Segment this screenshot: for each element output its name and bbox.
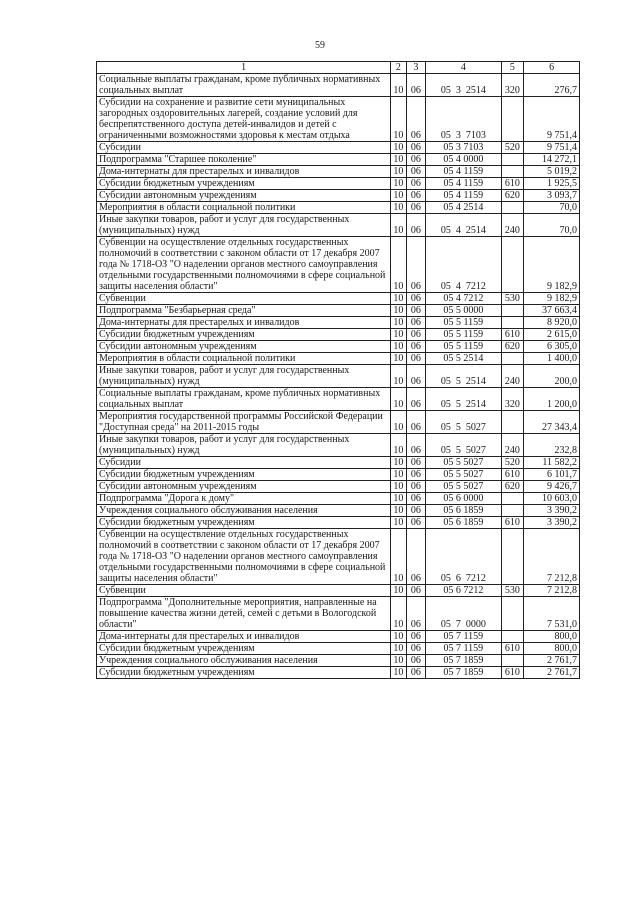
amount: 1 925,5: [524, 178, 580, 190]
row-description: Иные закупки товаров, работ и услуг для государственных (муниципальных) нужд: [97, 434, 391, 457]
table-row: [97, 74, 580, 97]
amount: 2 615,0: [524, 329, 580, 341]
target-article-code: 05 7 1859: [426, 655, 501, 667]
expense-type-code: [501, 631, 524, 643]
header-row: [97, 62, 580, 74]
subsection-code: 06: [406, 481, 426, 493]
row-description: Дома-интернаты для престарелых и инвалидов: [97, 317, 391, 329]
subsection-code: 06: [406, 597, 426, 631]
subsection-code: 06: [406, 353, 426, 365]
target-article-code: 05 6 0000: [426, 493, 501, 505]
table-row: [97, 457, 580, 469]
target-article-code: 05 5 5027: [426, 457, 501, 469]
amount: 9 751,4: [524, 97, 580, 142]
subsection-code: 06: [406, 74, 426, 97]
target-article-code: 05 4 2514: [426, 214, 501, 237]
expense-type-code: [501, 353, 524, 365]
section-code: 10: [391, 655, 406, 667]
table-row: [97, 597, 580, 631]
expense-type-code: [501, 505, 524, 517]
column-header: 5: [501, 62, 524, 74]
row-description: Субвенции: [97, 293, 391, 305]
row-description: Субсидии на сохранение и развитие сети муниципальных загородных оздоровительных лагерей, создание условий для беспрепятственного доступа детей-инвалидов и детей с ограниченными возможностями здоровья к местам отдыха: [97, 97, 391, 142]
row-description: Социальные выплаты гражданам, кроме публичных нормативных социальных выплат: [97, 74, 391, 97]
row-description: Иные закупки товаров, работ и услуг для государственных (муниципальных) нужд: [97, 214, 391, 237]
amount: 6 305,0: [524, 341, 580, 353]
subsection-code: 06: [406, 434, 426, 457]
section-code: 10: [391, 74, 406, 97]
section-code: 10: [391, 365, 406, 388]
subsection-code: 06: [406, 517, 426, 529]
subsection-code: 06: [406, 469, 426, 481]
table-row: [97, 178, 580, 190]
subsection-code: 06: [406, 142, 426, 154]
section-code: 10: [391, 97, 406, 142]
subsection-code: 06: [406, 202, 426, 214]
page-number: 59: [315, 40, 325, 51]
amount: 276,7: [524, 74, 580, 97]
subsection-code: 06: [406, 154, 426, 166]
row-description: Подпрограмма "Безбарьерная среда": [97, 305, 391, 317]
row-description: Субсидии бюджетным учреждениям: [97, 517, 391, 529]
subsection-code: 06: [406, 493, 426, 505]
subsection-code: 06: [406, 631, 426, 643]
column-header: 3: [406, 62, 426, 74]
target-article-code: 05 5 1159: [426, 317, 501, 329]
expense-type-code: 530: [501, 293, 524, 305]
table-row: [97, 481, 580, 493]
expense-type-code: 610: [501, 469, 524, 481]
expense-type-code: 530: [501, 585, 524, 597]
table-row: [97, 411, 580, 434]
expense-type-code: 620: [501, 341, 524, 353]
subsection-code: 06: [406, 178, 426, 190]
subsection-code: 06: [406, 365, 426, 388]
expense-type-code: 240: [501, 434, 524, 457]
table-row: [97, 329, 580, 341]
expense-type-code: 320: [501, 74, 524, 97]
subsection-code: 06: [406, 505, 426, 517]
expense-type-code: 620: [501, 481, 524, 493]
row-description: Подпрограмма "Дорога к дому": [97, 493, 391, 505]
subsection-code: 06: [406, 388, 426, 411]
amount: 8 920,0: [524, 317, 580, 329]
table-row: [97, 365, 580, 388]
expense-type-code: 610: [501, 643, 524, 655]
section-code: 10: [391, 643, 406, 655]
amount: 9 751,4: [524, 142, 580, 154]
table-row: [97, 341, 580, 353]
section-code: 10: [391, 411, 406, 434]
section-code: 10: [391, 317, 406, 329]
table-row: [97, 505, 580, 517]
expense-type-code: [501, 317, 524, 329]
amount: 5 019,2: [524, 166, 580, 178]
expense-type-code: [501, 202, 524, 214]
row-description: Субсидии: [97, 142, 391, 154]
section-code: 10: [391, 469, 406, 481]
table-row: [97, 214, 580, 237]
target-article-code: 05 4 1159: [426, 178, 501, 190]
subsection-code: 06: [406, 97, 426, 142]
table-row: [97, 353, 580, 365]
amount: 1 200,0: [524, 388, 580, 411]
expense-type-code: 610: [501, 329, 524, 341]
expense-type-code: [501, 597, 524, 631]
amount: 9 182,9: [524, 293, 580, 305]
expense-type-code: [501, 97, 524, 142]
table-row: [97, 166, 580, 178]
section-code: 10: [391, 481, 406, 493]
section-code: 10: [391, 202, 406, 214]
target-article-code: 05 6 1859: [426, 505, 501, 517]
amount: 14 272,1: [524, 154, 580, 166]
section-code: 10: [391, 667, 406, 679]
target-article-code: 05 5 5027: [426, 434, 501, 457]
subsection-code: 06: [406, 411, 426, 434]
row-description: Подпрограмма "Старшее поколение": [97, 154, 391, 166]
table-row: [97, 517, 580, 529]
row-description: Мероприятия государственной программы Российской Федерации "Доступная среда" на 2011-2015 годы: [97, 411, 391, 434]
expense-type-code: [501, 529, 524, 585]
row-description: Субвенции на осуществление отдельных государственных полномочий в соответствии с законом области от 17 декабря 2007 года № 1718-ОЗ "О наделении органов местного самоуправления отдельными государственными полномочиями в сфере социальной защиты населения области": [97, 529, 391, 585]
section-code: 10: [391, 529, 406, 585]
subsection-code: 06: [406, 214, 426, 237]
budget-table: [96, 61, 580, 679]
target-article-code: 05 5 2514: [426, 353, 501, 365]
target-article-code: 05 4 7212: [426, 237, 501, 293]
amount: 232,8: [524, 434, 580, 457]
row-description: Мероприятия в области социальной политики: [97, 353, 391, 365]
table-row: [97, 631, 580, 643]
expense-type-code: 610: [501, 517, 524, 529]
row-description: Дома-интернаты для престарелых и инвалидов: [97, 631, 391, 643]
section-code: 10: [391, 631, 406, 643]
amount: 7 212,8: [524, 585, 580, 597]
target-article-code: 05 5 0000: [426, 305, 501, 317]
section-code: 10: [391, 434, 406, 457]
expense-type-code: [501, 166, 524, 178]
section-code: 10: [391, 493, 406, 505]
table-row: [97, 317, 580, 329]
row-description: Иные закупки товаров, работ и услуг для государственных (муниципальных) нужд: [97, 365, 391, 388]
subsection-code: 06: [406, 293, 426, 305]
target-article-code: 05 6 7212: [426, 529, 501, 585]
section-code: 10: [391, 585, 406, 597]
amount: 9 182,9: [524, 237, 580, 293]
target-article-code: 05 4 1159: [426, 166, 501, 178]
row-description: Субсидии бюджетным учреждениям: [97, 469, 391, 481]
target-article-code: 05 7 1159: [426, 631, 501, 643]
section-code: 10: [391, 353, 406, 365]
row-description: Учреждения социального обслуживания населения: [97, 655, 391, 667]
section-code: 10: [391, 190, 406, 202]
subsection-code: 06: [406, 190, 426, 202]
amount: 3 093,7: [524, 190, 580, 202]
section-code: 10: [391, 142, 406, 154]
amount: 70,0: [524, 214, 580, 237]
section-code: 10: [391, 214, 406, 237]
column-header: 2: [391, 62, 406, 74]
row-description: Субсидии: [97, 457, 391, 469]
amount: 200,0: [524, 365, 580, 388]
section-code: 10: [391, 154, 406, 166]
row-description: Социальные выплаты гражданам, кроме публичных нормативных социальных выплат: [97, 388, 391, 411]
row-description: Субсидии бюджетным учреждениям: [97, 178, 391, 190]
row-description: Подпрограмма "Дополнительные мероприятия, направленные на повышение качества жизни детей, семей с детьми в Вологодской области": [97, 597, 391, 631]
row-description: Субвенции на осуществление отдельных государственных полномочий в соответствии с законом области от 17 декабря 2007 года № 1718-ОЗ "О наделении органов местного самоуправления отдельными государственными полномочиями в сфере социальной защиты населения области": [97, 237, 391, 293]
target-article-code: 05 5 2514: [426, 388, 501, 411]
section-code: 10: [391, 178, 406, 190]
amount: 27 343,4: [524, 411, 580, 434]
table-row: [97, 434, 580, 457]
section-code: 10: [391, 293, 406, 305]
target-article-code: 05 5 5027: [426, 481, 501, 493]
table-row: [97, 585, 580, 597]
subsection-code: 06: [406, 341, 426, 353]
expense-type-code: 240: [501, 214, 524, 237]
section-code: 10: [391, 329, 406, 341]
amount: 800,0: [524, 631, 580, 643]
table-row: [97, 154, 580, 166]
amount: 11 582,2: [524, 457, 580, 469]
subsection-code: 06: [406, 237, 426, 293]
table-row: [97, 655, 580, 667]
target-article-code: 05 5 5027: [426, 411, 501, 434]
target-article-code: 05 7 0000: [426, 597, 501, 631]
column-header: 1: [97, 62, 391, 74]
column-header: 4: [426, 62, 501, 74]
subsection-code: 06: [406, 585, 426, 597]
section-code: 10: [391, 517, 406, 529]
target-article-code: 05 4 2514: [426, 202, 501, 214]
expense-type-code: 520: [501, 142, 524, 154]
target-article-code: 05 3 2514: [426, 74, 501, 97]
amount: 70,0: [524, 202, 580, 214]
expense-type-code: 620: [501, 190, 524, 202]
amount: 9 426,7: [524, 481, 580, 493]
target-article-code: 05 5 2514: [426, 365, 501, 388]
amount: 2 761,7: [524, 667, 580, 679]
table-row: [97, 97, 580, 142]
table-row: [97, 237, 580, 293]
expense-type-code: [501, 411, 524, 434]
subsection-code: 06: [406, 667, 426, 679]
section-code: 10: [391, 305, 406, 317]
expense-type-code: [501, 493, 524, 505]
amount: 7 212,8: [524, 529, 580, 585]
amount: 2 761,7: [524, 655, 580, 667]
expense-type-code: [501, 154, 524, 166]
target-article-code: 05 5 1159: [426, 341, 501, 353]
amount: 3 390,2: [524, 517, 580, 529]
subsection-code: 06: [406, 329, 426, 341]
amount: 37 663,4: [524, 305, 580, 317]
table-row: [97, 142, 580, 154]
table-row: [97, 190, 580, 202]
section-code: 10: [391, 388, 406, 411]
subsection-code: 06: [406, 529, 426, 585]
row-description: Субсидии бюджетным учреждениям: [97, 329, 391, 341]
target-article-code: 05 4 7212: [426, 293, 501, 305]
column-header: 6: [524, 62, 580, 74]
table-row: [97, 529, 580, 585]
amount: 7 531,0: [524, 597, 580, 631]
amount: 3 390,2: [524, 505, 580, 517]
expense-type-code: [501, 305, 524, 317]
target-article-code: 05 7 1159: [426, 643, 501, 655]
row-description: Мероприятия в области социальной политики: [97, 202, 391, 214]
row-description: Субсидии автономным учреждениям: [97, 341, 391, 353]
amount: 800,0: [524, 643, 580, 655]
expense-type-code: 610: [501, 178, 524, 190]
row-description: Субсидии бюджетным учреждениям: [97, 667, 391, 679]
amount: 6 101,7: [524, 469, 580, 481]
section-code: 10: [391, 166, 406, 178]
row-description: Субвенции: [97, 585, 391, 597]
row-description: Дома-интернаты для престарелых и инвалидов: [97, 166, 391, 178]
table-row: [97, 202, 580, 214]
expense-type-code: [501, 655, 524, 667]
amount: 1 400,0: [524, 353, 580, 365]
table-row: [97, 667, 580, 679]
target-article-code: 05 3 7103: [426, 142, 501, 154]
section-code: 10: [391, 505, 406, 517]
subsection-code: 06: [406, 305, 426, 317]
amount: 10 603,0: [524, 493, 580, 505]
row-description: Субсидии автономным учреждениям: [97, 190, 391, 202]
table-row: [97, 293, 580, 305]
row-description: Учреждения социального обслуживания населения: [97, 505, 391, 517]
section-code: 10: [391, 597, 406, 631]
subsection-code: 06: [406, 166, 426, 178]
table-row: [97, 469, 580, 481]
expense-type-code: 320: [501, 388, 524, 411]
subsection-code: 06: [406, 317, 426, 329]
expense-type-code: 520: [501, 457, 524, 469]
target-article-code: 05 3 7103: [426, 97, 501, 142]
target-article-code: 05 7 1859: [426, 667, 501, 679]
table-row: [97, 643, 580, 655]
row-description: Субсидии автономным учреждениям: [97, 481, 391, 493]
section-code: 10: [391, 237, 406, 293]
expense-type-code: [501, 237, 524, 293]
expense-type-code: 240: [501, 365, 524, 388]
section-code: 10: [391, 341, 406, 353]
table-row: [97, 305, 580, 317]
subsection-code: 06: [406, 457, 426, 469]
section-code: 10: [391, 457, 406, 469]
target-article-code: 05 4 0000: [426, 154, 501, 166]
expense-type-code: 610: [501, 667, 524, 679]
target-article-code: 05 5 1159: [426, 329, 501, 341]
table-row: [97, 388, 580, 411]
target-article-code: 05 6 1859: [426, 517, 501, 529]
subsection-code: 06: [406, 643, 426, 655]
subsection-code: 06: [406, 655, 426, 667]
row-description: Субсидии бюджетным учреждениям: [97, 643, 391, 655]
target-article-code: 05 5 5027: [426, 469, 501, 481]
target-article-code: 05 6 7212: [426, 585, 501, 597]
target-article-code: 05 4 1159: [426, 190, 501, 202]
table-row: [97, 493, 580, 505]
